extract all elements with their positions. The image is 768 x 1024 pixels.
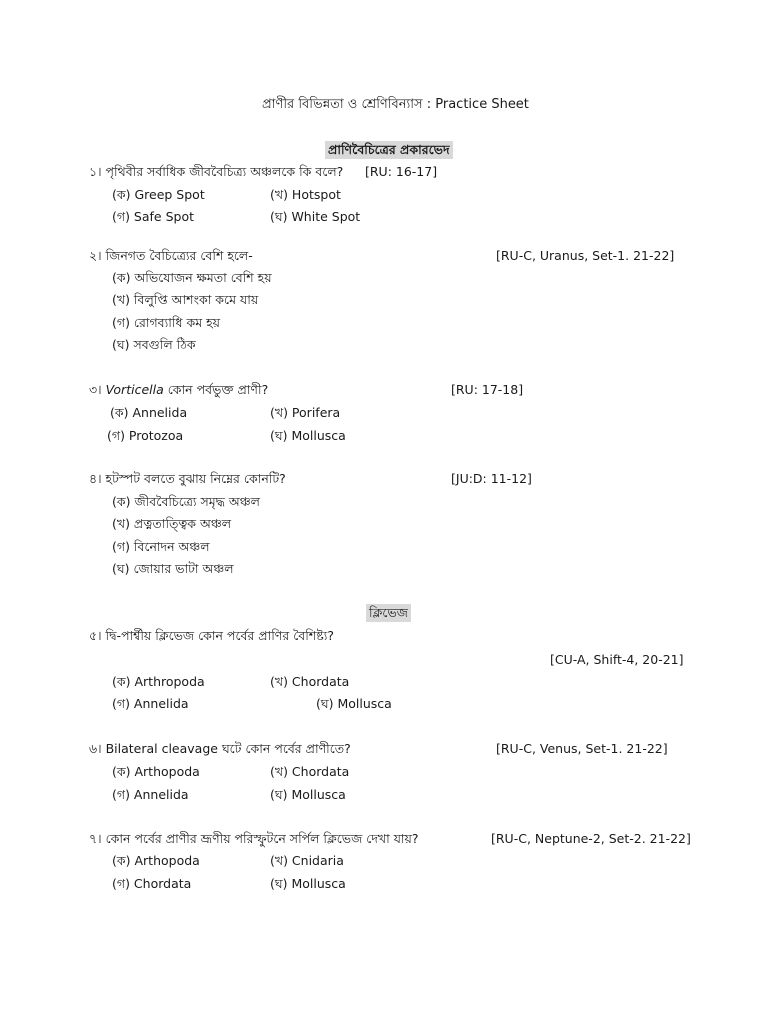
option: (ক) অভিযোজন ক্ষমতা বেশি হয়: [112, 270, 272, 285]
option: (খ) বিলুপ্তি আশংকা কমে যায়: [112, 292, 259, 307]
question-text: ২। জিনগত বৈচিত্র্যের বেশি হলে-: [89, 248, 253, 263]
option: (গ) Annelida: [112, 696, 189, 711]
genus-name: Vorticella: [105, 382, 164, 397]
option: (ঘ) White Spot: [270, 209, 361, 224]
option: (খ) Porifera: [270, 405, 341, 420]
question-text: [89, 381, 268, 399]
option: (গ) Protozoa: [107, 428, 184, 443]
option: (ক) Greep Spot: [112, 187, 205, 202]
option: (গ) বিনোদন অঞ্চল: [112, 539, 210, 554]
option: (ঘ) Mollusca: [270, 787, 346, 802]
question-text: ৭। কোন পর্বের প্রাণীর ভ্রূণীয় পরিস্ফুটনে সর্পিল ক্লিভেজ দেখা যায়?: [89, 831, 419, 846]
question-reference: [RU-C, Uranus, Set-1. 21-22]: [496, 248, 675, 263]
option: (খ) Chordata: [270, 764, 350, 779]
option: (ক) Arthopoda: [112, 764, 200, 779]
question-reference: [RU: 17-18]: [451, 382, 524, 397]
question-text: ৬। Bilateral cleavage ঘটে কোন পর্বের প্রাণীতে?: [89, 741, 351, 756]
option: (খ) Chordata: [270, 674, 350, 689]
option: (গ) রোগব্যাধি কম হয়: [112, 315, 221, 330]
option: (ক) Arthopoda: [112, 853, 200, 868]
question-text: ৫। দ্বি-পার্শ্বীয় ক্লিভেজ কোন পর্বের প্রাণির বৈশিষ্ট্য?: [89, 628, 334, 643]
option: (ঘ) Mollusca: [270, 876, 346, 891]
option: (ঘ) Mollusca: [316, 696, 392, 711]
option: (খ) Cnidaria: [270, 853, 344, 868]
option: (ক) জীববৈচিত্র্যে সমৃদ্ধ অঞ্চল: [112, 494, 260, 509]
option: (ক) Arthropoda: [112, 674, 205, 689]
question-reference: [RU: 16-17]: [365, 164, 438, 179]
question-text: ৪। হটস্পট বলতে বুঝায় নিম্নের কোনটি?: [89, 471, 286, 486]
question-reference: [CU-A, Shift-4, 20-21]: [550, 652, 684, 667]
question-reference: [RU-C, Venus, Set-1. 21-22]: [496, 741, 668, 756]
section-heading: ক্লিভেজ: [366, 604, 411, 622]
question-number: ৩।: [89, 382, 102, 397]
question-reference: [JU:D: 11-12]: [451, 471, 532, 486]
option: (ক) Annelida: [110, 405, 188, 420]
question-rest: কোন পর্বভুক্ত প্রাণী?: [167, 382, 269, 397]
section-heading: প্রাণিবৈচিত্রের প্রকারভেদ: [325, 141, 453, 159]
option: (খ) প্রত্নতাত্ত্বিক অঞ্চল: [112, 516, 232, 531]
option: (খ) Hotspot: [270, 187, 341, 202]
option: (গ) Chordata: [112, 876, 192, 891]
option: (গ) Annelida: [112, 787, 189, 802]
option: (ঘ) Mollusca: [270, 428, 346, 443]
option: (ঘ) জোয়ার ভাটা অঞ্চল: [112, 561, 234, 576]
question-text: ১। পৃথিবীর সর্বাধিক জীববৈচিত্র্য অঞ্চলকে কি বলে?: [89, 164, 344, 179]
option: (গ) Safe Spot: [112, 209, 194, 224]
option: (ঘ) সবগুলি ঠিক: [112, 337, 196, 352]
page-title: প্রাণীর বিভিন্নতা ও শ্রেণিবিন্যাস : Practice Sheet: [262, 97, 529, 112]
question-reference: [RU-C, Neptune-2, Set-2. 21-22]: [491, 831, 691, 846]
